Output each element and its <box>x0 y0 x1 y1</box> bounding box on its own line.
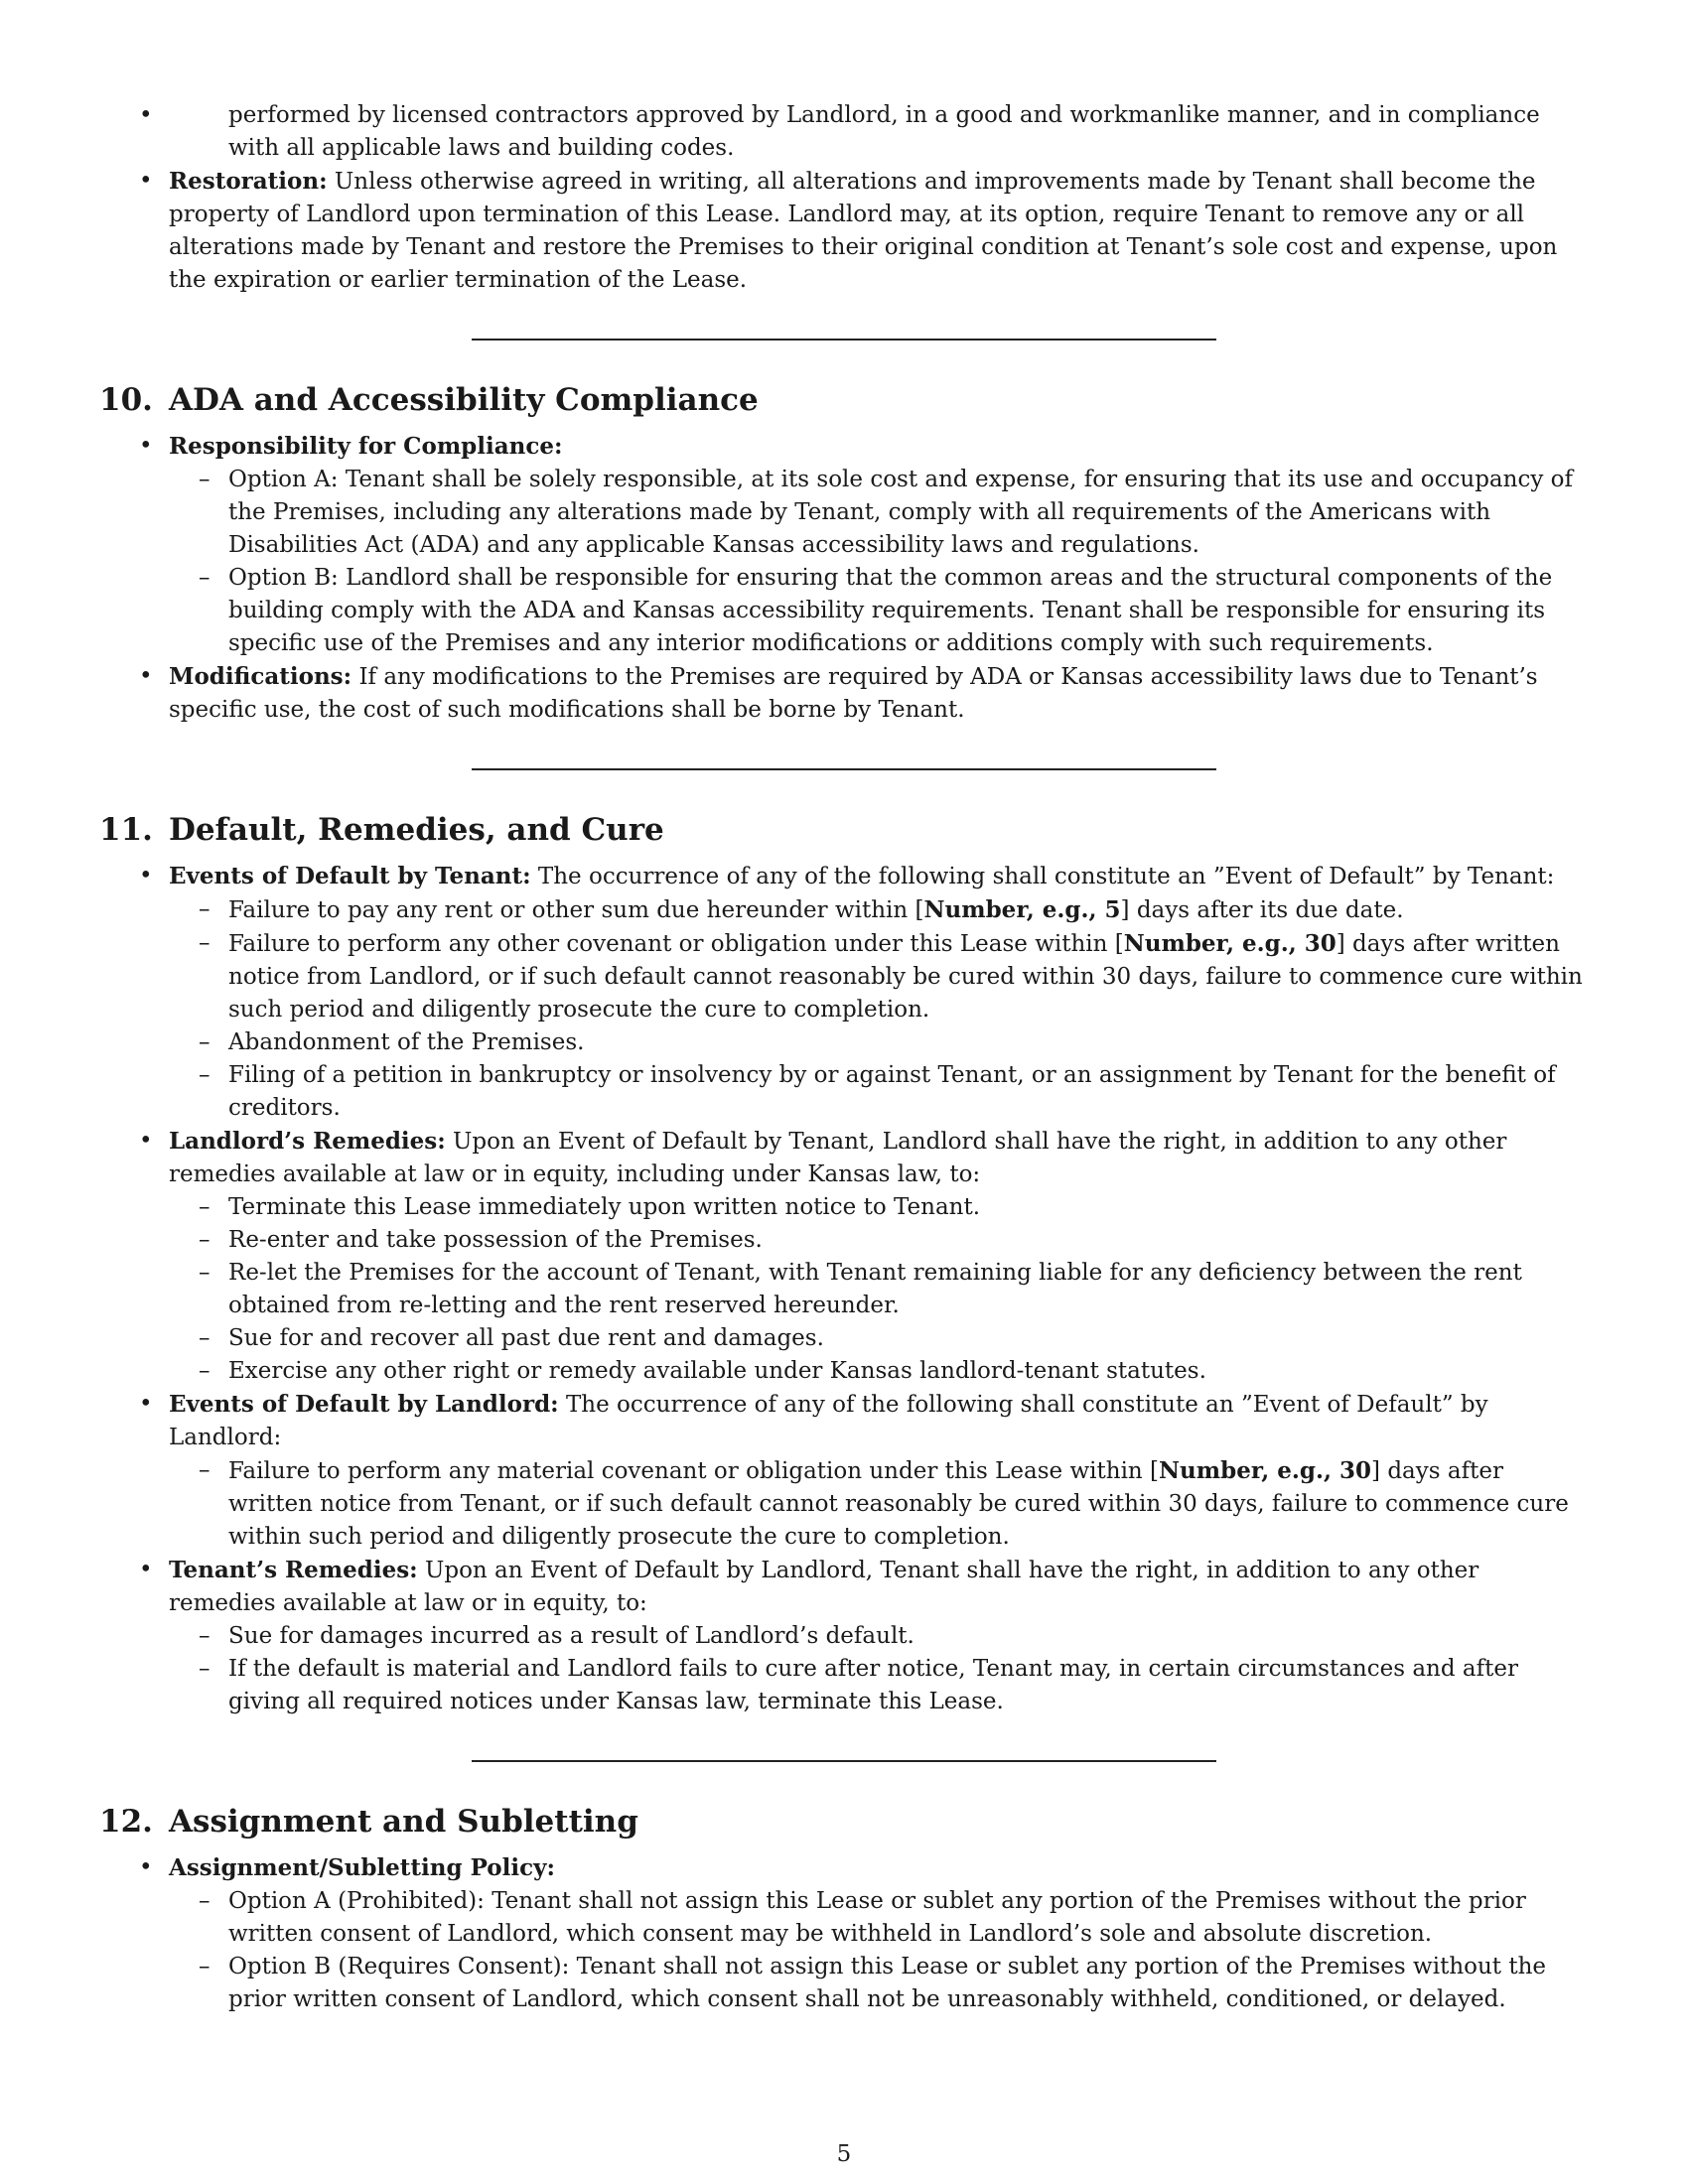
list-item: – Failure to pay any rent or other sum due hereunder within [Number, e.g., 5] days after its due date. <box>228 893 1589 927</box>
page-number: 5 <box>836 2141 852 2167</box>
list-item: – Re-enter and take possession of the Premises. <box>228 1224 1589 1257</box>
tenant-default-item: • Events of Default by Tenant: The occurrence of any of the following shall constitute an ”Event of Default” by Tenant: – Failure to pay any rent or other sum due hereunder within [Number, e.g., 5] days after its due date. – Failure to perform any other covenant or obligation under this Lease within [Number, e.g., 30] days after written notice from Landlord, or if such default cannot reasonably be cured within 30 days, failure to commence cure within such period and diligently prosecute the cure to completion. – Abandonment of the Premises. – Filing of a petition in bankruptcy or insolvency by or against Tenant, or an assignment by Tenant for the benefit of creditors. <box>169 860 1589 1125</box>
list-item: – If the default is material and Landlord fails to cure after notice, Tenant may, in certain circumstances and after giving all required notices under Kansas law, terminate this Lease. <box>228 1653 1589 1718</box>
section-divider <box>472 768 1216 770</box>
document-page <box>99 99 1589 2016</box>
list-item: – Exercise any other right or remedy available under Kansas landlord-tenant statutes. <box>228 1355 1589 1388</box>
landlord-remedies-item: • Landlord’s Remedies: Upon an Event of Default by Tenant, Landlord shall have the right, in addition to any other remedies available at law or in equity, including under Kansas law, to: – Terminate this Lease immediately upon written notice to Tenant. – Re-enter and take possession of the Premises. – Re-let the Premises for the account of Tenant, with Tenant remaining liable for any deficiency between the rent obtained from re-letting and the rent reserved hereunder. – Sue for and recover all past due rent and damages. – Exercise any other right or remedy available under Kansas landlord-tenant statutes. <box>169 1125 1589 1388</box>
section10-list <box>99 430 1589 727</box>
list-item: – Sue for damages incurred as a result of Landlord’s default. <box>228 1620 1589 1653</box>
policy-options <box>169 1885 1589 2016</box>
option-a-item: – Option A: Tenant shall be solely responsible, at its sole cost and expense, for ensuring that its use and occupancy of the Premises, including any alterations made by Tenant, comply with all requirements of the Americans with Disabilities Act (ADA) and any applicable Kansas accessibility laws and regulations. <box>228 464 1589 562</box>
section12-list <box>99 1851 1589 2016</box>
restoration-list <box>99 165 1589 297</box>
policy-item: • Assignment/Subletting Policy: – Option A (Prohibited): Tenant shall not assign this Lease or sublet any portion of the Premises without the prior written consent of Landlord, which consent may be withheld in Landlord’s sole and absolute discretion. – Option B (Requires Consent): Tenant shall not assign this Lease or sublet any portion of the Premises without the prior written consent of Landlord, which consent shall not be unreasonably withheld, conditioned, or delayed. <box>169 1851 1589 2016</box>
landlord-default-item: • Events of Default by Landlord: The occurrence of any of the following shall constitute an ”Event of Default” by Landlord: – Failure to perform any material covenant or obligation under this Lease within [Number, e.g., 30] days after written notice from Tenant, or if such default cannot reasonably be cured within 30 days, failure to commence cure within such period and diligently prosecute the cure to completion. <box>169 1388 1589 1554</box>
section-divider <box>472 339 1216 341</box>
landlord-default-subitems <box>169 1454 1589 1554</box>
section11-heading: 11. Default, Remedies, and Cure <box>99 812 664 848</box>
option-a-item: – Option A (Prohibited): Tenant shall not assign this Lease or sublet any portion of the Premises without the prior written consent of Landlord, which consent may be withheld in Landlord’s sole and absolute discretion. <box>228 1885 1589 1951</box>
landlord-remedies-subitems <box>169 1191 1589 1388</box>
section-divider <box>472 1760 1216 1762</box>
tenant-remedies-subitems <box>169 1620 1589 1718</box>
list-item: – Abandonment of the Premises. <box>228 1026 1589 1059</box>
tenant-remedies-item: • Tenant’s Remedies: Upon an Event of Default by Landlord, Tenant shall have the right, in addition to any other remedies available at law or in equity, to: – Sue for damages incurred as a result of Landlord’s default. – If the default is material and Landlord fails to cure after notice, Tenant may, in certain circumstances and after giving all required notices under Kansas law, terminate this Lease. <box>169 1554 1589 1718</box>
list-item: – Sue for and recover all past due rent and damages. <box>228 1322 1589 1355</box>
list-item: – Failure to perform any other covenant or obligation under this Lease within [Number, e.g., 30] days after written notice from Landlord, or if such default cannot reasonably be cured within 30 days, failure to commence cure within such period and diligently prosecute the cure to completion. <box>228 927 1589 1026</box>
list-item: – Terminate this Lease immediately upon written notice to Tenant. <box>228 1191 1589 1224</box>
list-item: – Failure to perform any material covenant or obligation under this Lease within [Number, e.g., 30] days after written notice from Tenant, or if such default cannot reasonably be cured within 30 days, failure to commence cure within such period and diligently prosecute the cure to completion. <box>228 1454 1589 1554</box>
modifications-item: • Modifications: If any modifications to the Premises are required by ADA or Kansas accessibility laws due to Tenant’s specific use, the cost of such modifications shall be borne by Tenant. <box>169 660 1589 727</box>
list-item: – Filing of a petition in bankruptcy or insolvency by or against Tenant, or an assignment by Tenant for the benefit of creditors. <box>228 1059 1589 1125</box>
option-b-item: – Option B (Requires Consent): Tenant shall not assign this Lease or sublet any portion of the Premises without the prior written consent of Landlord, which consent shall not be unreasonably withheld, conditioned, or delayed. <box>228 1951 1589 2016</box>
responsibility-options <box>169 464 1589 660</box>
responsibility-item: • Responsibility for Compliance: – Option A: Tenant shall be solely responsible, at its sole cost and expense, for ensuring that its use and occupancy of the Premises, including any alterations made by Tenant, comply with all requirements of the Americans with Disabilities Act (ADA) and any applicable Kansas accessibility laws and regulations. – Option B: Landlord shall be responsible for ensuring that the common areas and the structural components of the building comply with the ADA and Kansas accessibility requirements. Tenant shall be responsible for ensuring its specific use of the Premises and any interior modifications or additions comply with such requirements. <box>169 430 1589 660</box>
section10-heading: 10. ADA and Accessibility Compliance <box>99 382 759 418</box>
section11-list <box>99 860 1589 1718</box>
restoration-item: • Restoration: Unless otherwise agreed in writing, all alterations and improvements made by Tenant shall become the property of Landlord upon termination of this Lease. Landlord may, at its option, require Tenant to remove any or all alterations made by Tenant and restore the Premises to their original condition at Tenant’s sole cost and expense, upon the expiration or earlier termination of the Lease. <box>169 165 1589 297</box>
section12-heading: 12. Assignment and Subletting <box>99 1804 638 1840</box>
restoration-label: Restoration: <box>169 168 328 195</box>
list-item: – Re-let the Premises for the account of Tenant, with Tenant remaining liable for any deficiency between the rent obtained from re-letting and the rent reserved hereunder. <box>228 1257 1589 1322</box>
section9-list <box>99 99 1589 165</box>
tenant-default-subitems <box>169 893 1589 1125</box>
option-b-item: – Option B: Landlord shall be responsible for ensuring that the common areas and the structural components of the building comply with the ADA and Kansas accessibility requirements. Tenant shall be responsible for ensuring its specific use of the Premises and any interior modifications or additions comply with such requirements. <box>228 562 1589 660</box>
improvement-continuation: • performed by licensed contractors approved by Landlord, in a good and workmanlike manner, and in compliance with all applicable laws and building codes. <box>169 99 1589 165</box>
